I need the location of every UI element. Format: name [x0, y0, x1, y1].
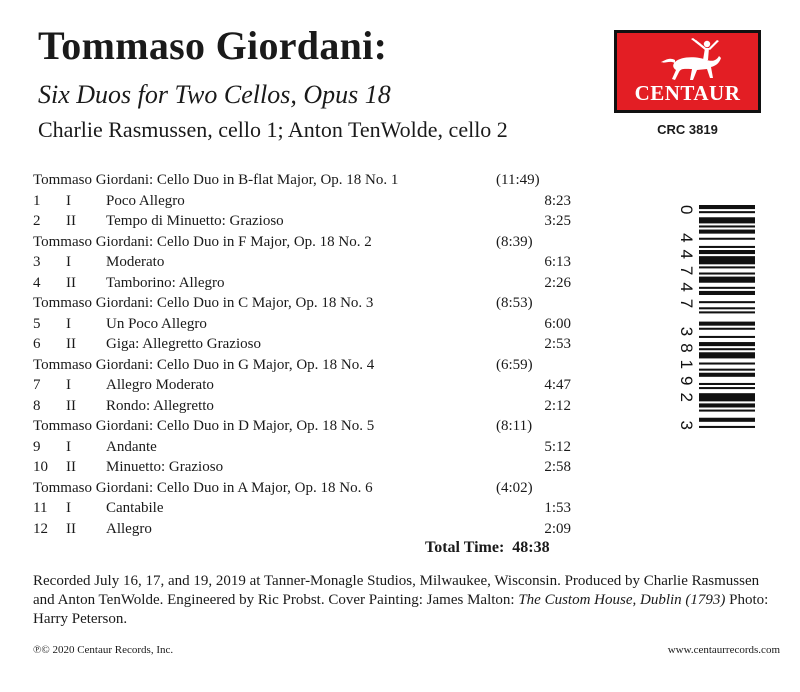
work-title: Tommaso Giordani: Cello Duo in C Major, Op. 18 No. 3 [33, 295, 374, 311]
track-duration: 6:00 [544, 315, 571, 332]
track-duration: 5:12 [544, 438, 571, 455]
track-number: 4 [33, 274, 41, 291]
work-duration: (8:39) [496, 233, 533, 250]
credits-recording: Recorded July 16, 17, and 19, 2019 at Tanner-Monagle Studios, Milwaukee, Wisconsin. Produced by Charlie Rasmussen and Anton TenWolde. Engineered by Ric Probst. Cover Painting: James Malton: [33, 573, 760, 608]
movement-number: II [66, 459, 76, 475]
work-duration: (8:53) [496, 295, 533, 311]
movement-number: I [66, 192, 71, 209]
movement-number: I [66, 377, 71, 393]
track-duration: 4:47 [544, 377, 571, 393]
work-title: Tommaso Giordani: Cello Duo in G Major, Op. 18 No. 4 [33, 356, 375, 373]
track-duration: 2:09 [544, 520, 571, 537]
track-row [33, 191, 573, 212]
work-row [33, 416, 573, 437]
movement-title: Moderato [106, 254, 165, 270]
centaur-logo [614, 30, 761, 113]
movement-number: II [66, 336, 76, 352]
track-row [33, 314, 573, 335]
track-row [33, 457, 573, 478]
barcode [675, 205, 755, 430]
total-time-label: Total Time: [425, 539, 505, 556]
track-row [33, 437, 573, 458]
track-duration: 2:58 [544, 459, 571, 475]
movement-title: Poco Allegro [106, 192, 185, 209]
movement-number: II [66, 520, 76, 537]
barcode-digits: 0 44747 38192 3 [677, 205, 696, 430]
movement-title: Rondo: Allegretto [106, 397, 214, 414]
track-row [33, 498, 573, 519]
work-row [33, 478, 573, 499]
work-title: Tommaso Giordani: Cello Duo in D Major, Op. 18 No. 5 [33, 418, 375, 434]
track-number: 10 [33, 459, 48, 475]
track-number: 3 [33, 254, 41, 270]
track-duration: 3:25 [544, 213, 571, 229]
track-duration: 2:53 [544, 336, 571, 352]
track-row [33, 334, 573, 355]
movement-title: Tempo di Minuetto: Grazioso [106, 213, 284, 229]
album-subtitle: Six Duos for Two Cellos, Opus 18 [38, 80, 391, 109]
movement-title: Un Poco Allegro [106, 315, 207, 332]
movement-number: I [66, 438, 71, 455]
movement-number: II [66, 397, 76, 414]
movement-number: II [66, 274, 76, 291]
work-duration: (6:59) [496, 356, 533, 373]
track-row [33, 273, 573, 294]
movement-title: Andante [106, 438, 157, 455]
credits [33, 572, 778, 629]
website[interactable]: www.centaurrecords.com [667, 644, 780, 656]
movement-number: II [66, 213, 76, 229]
track-number: 6 [33, 336, 41, 352]
track-number: 8 [33, 397, 41, 414]
movement-number: I [66, 315, 71, 332]
track-duration: 1:53 [544, 500, 571, 516]
movement-number: I [66, 500, 71, 516]
track-number: 5 [33, 315, 41, 332]
movement-title: Allegro [106, 520, 152, 537]
track-number: 12 [33, 520, 48, 537]
track-row [33, 396, 573, 417]
movement-number: I [66, 254, 71, 270]
movement-title: Giga: Allegretto Grazioso [106, 336, 261, 352]
work-title: Tommaso Giordani: Cello Duo in F Major, Op. 18 No. 2 [33, 233, 372, 250]
album-title: Tommaso Giordani: [38, 23, 388, 68]
track-duration: 6:13 [544, 254, 571, 270]
total-time [425, 539, 550, 557]
work-duration: (8:11) [496, 418, 533, 434]
copyright: ℗© 2020 Centaur Records, Inc. [33, 644, 174, 656]
movement-title: Tamborino: Allegro [106, 274, 225, 291]
work-row [33, 293, 573, 314]
track-number: 7 [33, 377, 41, 393]
movement-title: Cantabile [106, 500, 164, 516]
track-number: 1 [33, 192, 41, 209]
track-duration: 8:23 [544, 192, 571, 209]
track-duration: 2:12 [544, 397, 571, 414]
work-duration: (11:49) [496, 172, 540, 188]
painting-title: The Custom House, Dublin (1793) [518, 592, 726, 608]
track-duration: 2:26 [544, 274, 571, 291]
track-number: 9 [33, 438, 41, 455]
work-row [33, 355, 573, 376]
movement-title: Allegro Moderato [106, 377, 214, 393]
work-row [33, 232, 573, 253]
movement-title: Minuetto: Grazioso [106, 459, 224, 475]
track-row [33, 252, 573, 273]
work-title: Tommaso Giordani: Cello Duo in A Major, Op. 18 No. 6 [33, 479, 373, 496]
work-duration: (4:02) [496, 479, 533, 496]
work-row [33, 170, 573, 191]
catalog-number: CRC 3819 [657, 122, 718, 137]
work-title: Tommaso Giordani: Cello Duo in B-flat Major, Op. 18 No. 1 [33, 172, 399, 188]
total-time-value: 48:38 [512, 539, 550, 556]
track-number: 11 [33, 500, 48, 516]
credits-photo: Photo: Harry Peterson. [33, 592, 769, 627]
track-number: 2 [33, 213, 41, 229]
track-list [33, 170, 573, 539]
logo-text: CENTAUR [634, 81, 741, 105]
track-row [33, 211, 573, 232]
track-row [33, 519, 573, 540]
performers: Charlie Rasmussen, cello 1; Anton TenWolde, cello 2 [38, 117, 508, 142]
track-row [33, 375, 573, 396]
